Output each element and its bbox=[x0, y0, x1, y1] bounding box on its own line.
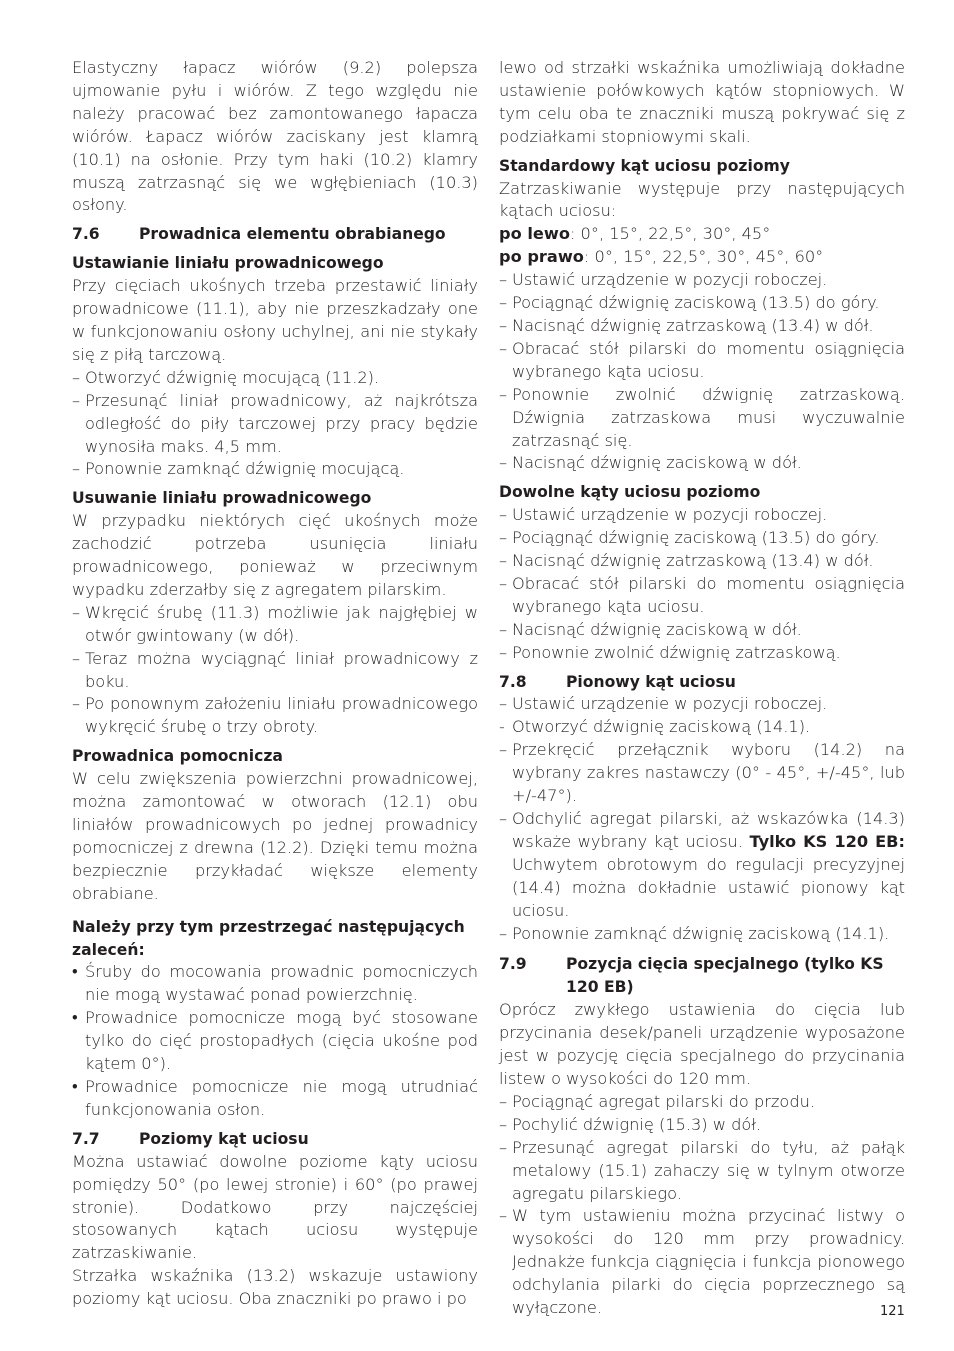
list-item: – Ponownie zamknąć dźwignię mocującą. bbox=[72, 459, 405, 479]
list-item: – Ponownie zwolnić dźwignię zatrzaskową. bbox=[499, 642, 841, 662]
section-number: 7.9 bbox=[499, 955, 527, 974]
list-item: – Nacisnąć dźwignię zatrzaskową (13.4) w dół. bbox=[499, 315, 874, 335]
list-item: – Nacisnąć dźwignię zatrzaskową (13.4) w dół. bbox=[499, 551, 874, 571]
list-item: – Obracać stół pilarski do momentu osiągnięcia wybranego kąta uciosu. bbox=[499, 338, 905, 381]
subheading-note: Należy przy tym przestrzegać następujących zaleceń: bbox=[72, 917, 465, 959]
bullet-list bbox=[72, 961, 478, 1121]
page-number: 121 bbox=[880, 1304, 905, 1319]
subheading-standard-angle: Standardowy kąt uciosu poziomy bbox=[499, 156, 790, 175]
section-heading-7-6 bbox=[72, 223, 478, 246]
list-item: - Otworzyć dźwignię zaciskową (14.1). bbox=[499, 717, 811, 737]
list-item: – Pochylić dźwignię (15.3) w dół. bbox=[499, 1114, 762, 1134]
section-title: Poziomy kąt uciosu bbox=[139, 1129, 309, 1148]
list-item: – Przesunąć agregat pilarski do tyłu, aż pałąk metalowy (15.1) zahaczy się w tylnym otworze agregatu pilarskiego. bbox=[499, 1137, 905, 1203]
list-item: – Nacisnąć dźwignię zaciskową w dół. bbox=[499, 619, 802, 639]
list-item: • Prowadnice pomocnicze mogą być stosowane tylko do cięć prostopadłych (cięcia ukośne pod kątem 0°). bbox=[72, 1008, 478, 1074]
list-item: – Ustawić urządzenie w pozycji roboczej. bbox=[499, 694, 828, 714]
subheading-free-angle: Dowolne kąty uciosu poziomo bbox=[499, 483, 761, 502]
right-column bbox=[499, 57, 905, 1320]
list-item: – Pociągnąć agregat pilarski do przodu. bbox=[499, 1091, 815, 1111]
list-item: – Nacisnąć dźwignię zaciskową w dół. bbox=[499, 453, 802, 473]
left-column bbox=[72, 57, 478, 1311]
intro-paragraph: Elastyczny łapacz wiórów (9.2) polepsza ujmowanie pyłu i wiórów. Z tego względu nie należy pracować bez zamontowanego łapacza wiórów. Łapacz wiórów zaciskany jest klamrą (10.1) na osłonie. Przy tym haki (10.2) klamry muszą zatrzasnąć się we wgłębieniach (10.3) osłony. bbox=[72, 58, 478, 215]
paragraph: Można ustawiać dowolne poziome kąty uciosu pomiędzy 50° (po lewej stronie) i 60° (po prawej stronie). Dodatkowo przy najczęściej stosowanych kątach uciosu występuje zatrzaskiwanie. bbox=[72, 1151, 478, 1263]
list-item: – Po ponownym założeniu liniału prowadnicowego wykręcić śrubę o trzy obroty. bbox=[72, 694, 478, 737]
section-title: Prowadnica elementu obrabianego bbox=[139, 225, 446, 244]
dash-list bbox=[499, 504, 905, 664]
section-heading-7-7 bbox=[72, 1128, 478, 1151]
list-item: – Ponownie zwolnić dźwignię zatrzaskową. Dźwignia zatrzaskowa musi wyczuwalnie zatrzasnąć się. bbox=[499, 384, 905, 450]
list-item: – Ustawić urządzenie w pozycji roboczej. bbox=[499, 505, 828, 525]
list-item: – W tym ustawieniu można przycinać listwy o wysokości do 120 mm przy prowadnicy. Jednakże funkcja ciągnięcia i funkcja pionowego odchylania pilarki do cięcia poprzecznego są wyłączone. bbox=[499, 1206, 905, 1318]
list-item: – Pociągnąć dźwignię zaciskową (13.5) do góry. bbox=[499, 293, 880, 313]
paragraph: Zatrzaskiwanie występuje przy następujących kątach uciosu: bbox=[499, 178, 905, 221]
list-item: – Ponownie zamknąć dźwignię zaciskową (14.1). bbox=[499, 923, 890, 943]
dash-list bbox=[499, 693, 905, 945]
list-item: – Obracać stół pilarski do momentu osiągnięcia wybranego kąta uciosu. bbox=[499, 573, 905, 616]
section-heading-7-9 bbox=[499, 953, 905, 999]
paragraph: W przypadku niektórych cięć ukośnych może zachodzić potrzeba usunięcia liniału prowadnicowego, ponieważ w przeciwnym wypadku zderzałby się z agregatem pilarskim. bbox=[72, 511, 478, 599]
subheading-aux-fence: Prowadnica pomocnicza bbox=[72, 747, 283, 766]
list-item: – Ustawić urządzenie w pozycji roboczej. bbox=[499, 270, 828, 290]
paragraph: lewo od strzałki wskaźnika umożliwiają dokładne ustawienie połówkowych kątów stopniowych. W tym celu oba te znaczniki muszą pokrywać się z podziałkami stopniowymi skali. bbox=[499, 58, 905, 146]
section-number: 7.7 bbox=[72, 1129, 100, 1148]
list-item: – Przesunąć liniał prowadnicowy, aż najkrótsza odległość do piły tarczowej przy pracy będzie wynosiła maks. 4,5 mm. bbox=[72, 390, 478, 456]
paragraph: Oprócz zwykłego ustawienia do cięcia lub przycinania desek/paneli urządzenie wyposażone jest w pozycję cięcia specjalnego do przycinania listew o wysokości do 120 mm. bbox=[499, 1000, 905, 1088]
subheading-set-fence: Ustawianie liniału prowadnicowego bbox=[72, 254, 384, 273]
list-item: – Otworzyć dźwignię mocującą (11.2). bbox=[72, 367, 380, 387]
list-item: – Przekręcić przełącznik wyboru (14.2) na wybrany zakres nastawczy (0° - 45°, +/-45°, lub +/-47°). bbox=[499, 740, 905, 806]
list-item: • Śruby do mocowania prowadnic pomocniczych nie mogą wystawać ponad powierzchnię. bbox=[72, 962, 478, 1005]
section-number: 7.6 bbox=[72, 225, 100, 244]
list-item: – Odchylić agregat pilarski, aż wskazówka (14.3) wskaże wybrany kąt uciosu. Tylko KS 120 EB: Uchwytem obrotowym do regulacji precyzyjnej (14.4) można dokładnie ustawić pionowy kąt uciosu. bbox=[499, 809, 905, 920]
section-heading-7-8 bbox=[499, 671, 905, 694]
dash-list bbox=[72, 367, 478, 482]
section-number: 7.8 bbox=[499, 672, 527, 691]
dash-list bbox=[72, 602, 478, 739]
paragraph: Strzałka wskaźnika (13.2) wskazuje ustawiony poziomy kąt uciosu. Oba znaczniki po prawo i po bbox=[72, 1266, 478, 1309]
subheading-remove-fence: Usuwanie liniału prowadnicowego bbox=[72, 489, 372, 508]
left-angles: po lewo: 0°, 15°, 22,5°, 30°, 45° bbox=[499, 224, 771, 244]
list-item: – Teraz można wyciągnąć liniał prowadnicowy z boku. bbox=[72, 648, 478, 691]
paragraph: Przy cięciach ukośnych trzeba przestawić liniały prowadnicowe (11.1), aby nie przeszkadzały one w funkcjonowaniu osłony uchylnej, ani nie stykały się z piłą tarczową. bbox=[72, 276, 478, 364]
dash-list bbox=[499, 1091, 905, 1320]
right-angles: po prawo: 0°, 15°, 22,5°, 30°, 45°, 60° bbox=[499, 247, 824, 267]
list-item: – Pociągnąć dźwignię zaciskową (13.5) do góry. bbox=[499, 528, 880, 548]
list-item: – Wkręcić śrubę (11.3) możliwie jak najgłębiej w otwór gwintowany (w dół). bbox=[72, 602, 478, 645]
list-item: • Prowadnice pomocnicze nie mogą utrudniać funkcjonowania osłon. bbox=[72, 1076, 478, 1119]
section-title: Pozycja cięcia specjalnego (tylko KS 120 EB) bbox=[566, 955, 884, 997]
paragraph: W celu zwiększenia powierzchni prowadnicowej, można zamontować w otworach (12.1) obu liniałów prowadnicowych po jednej prowadnicy pomocniczej z drewna (12.2). Dzięki temu można bezpiecznie przykładać większe elementy obrabiane. bbox=[72, 769, 478, 903]
dash-list bbox=[499, 269, 905, 475]
section-title: Pionowy kąt uciosu bbox=[566, 672, 736, 691]
